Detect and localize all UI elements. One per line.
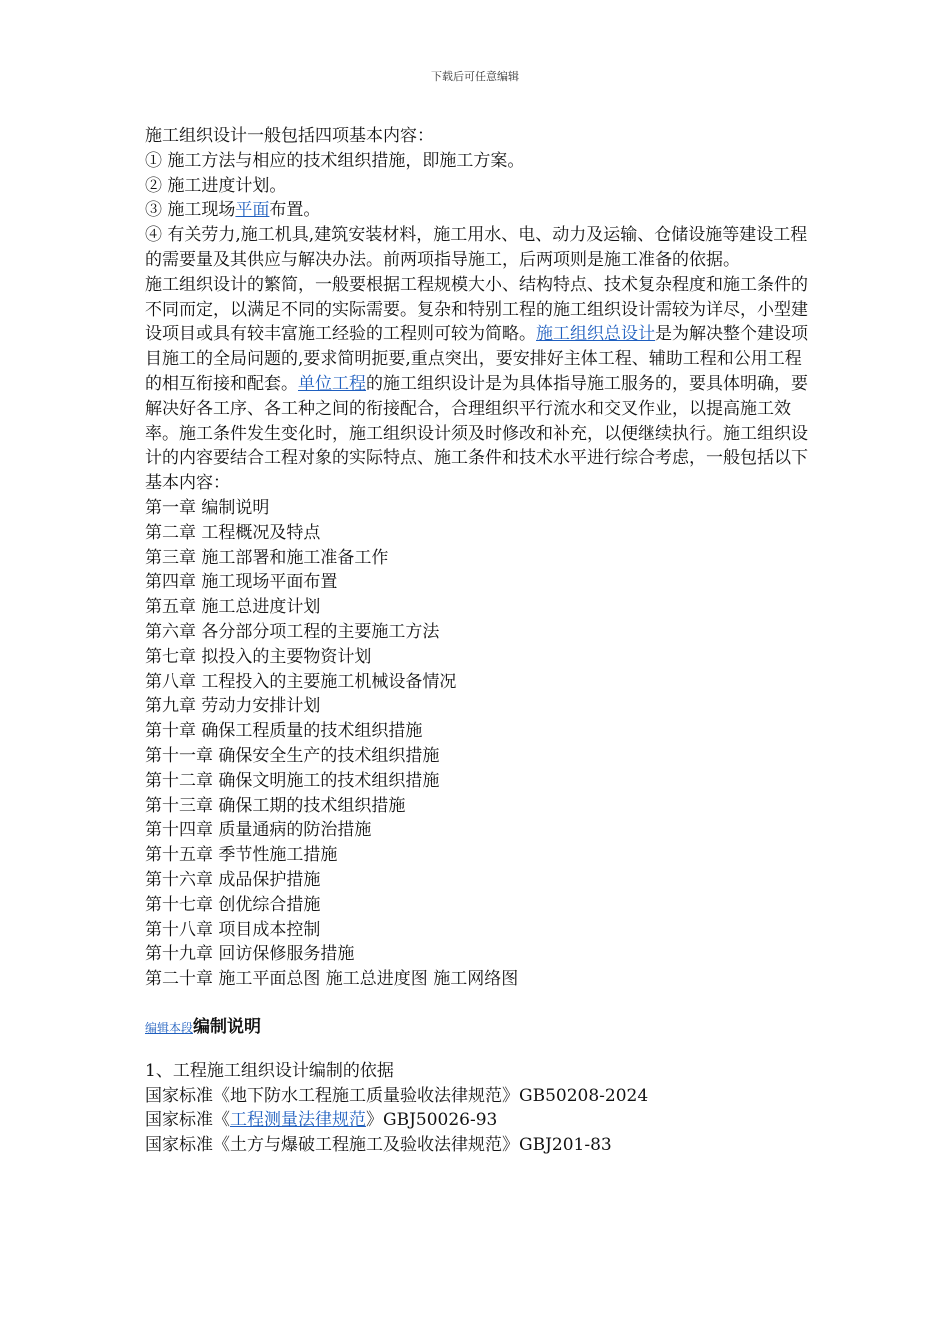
general-design-link[interactable]: 施工组织总设计 <box>536 324 655 345</box>
section-heading <box>145 1014 815 1041</box>
standard-item <box>145 1108 815 1133</box>
unit-project-link[interactable]: 单位工程 <box>298 373 366 394</box>
intro-item-3 <box>145 198 815 223</box>
body-paragraph <box>145 273 815 496</box>
chapter-item: 第七章 拟投入的主要物资计划 <box>145 646 372 667</box>
chapter-item: 第一章 编制说明 <box>145 497 270 518</box>
body-part-3: 的施工组织设计是为具体指导施工服务的，要具体明确，要解决好各工序、各工种之间的衔接配合，合理组织平行流水和交叉作业，以提高施工效率。施工条件发生变化时，施工组织设计须及时修改和补充，以便继续执行。施工组织设计的内容要结合工程对象的实际特点、施工条件和技术水平进行综合考虑，一般包括以下基本内容： <box>145 373 808 494</box>
intro-item-2: ② 施工进度计划。 <box>145 175 287 196</box>
basis-list <box>145 1059 815 1158</box>
basis-heading: 1、工程施工组织设计编制的依据 <box>145 1060 394 1081</box>
survey-standard-link[interactable]: 工程测量法律规范 <box>230 1110 366 1131</box>
chapter-item: 第九章 劳动力安排计划 <box>145 696 321 717</box>
standard-item: 国家标准《地下防水工程施工质量验收法律规范》GB50208-2024 <box>145 1085 649 1106</box>
section-title: 编制说明 <box>193 1016 262 1037</box>
chapter-item: 第十三章 确保工期的技术组织措施 <box>145 795 406 816</box>
chapter-item: 第十四章 质量通病的防治措施 <box>145 820 372 841</box>
chapter-item: 第二章 工程概况及特点 <box>145 522 321 543</box>
intro-item-4: ④ 有关劳力,施工机具,建筑安装材料，施工用水、电、动力及运输、仓储设施等建设工程的需要量及其供应与解决办法。前两项指导施工，后两项则是施工准备的依据。 <box>145 225 808 270</box>
intro-item-3-post: 布置。 <box>269 200 321 221</box>
body-part-2: 是为解决整个建设项目施工的全局问题的,要求简明扼要,重点突出，要安排好主体工程、辅助工程和公用工程的相互衔接和配套。 <box>145 324 808 394</box>
chapter-item: 第十五章 季节性施工措施 <box>145 845 338 866</box>
chapter-item: 第三章 施工部署和施工准备工作 <box>145 547 389 568</box>
chapter-item: 第四章 施工现场平面布置 <box>145 572 338 593</box>
standard-item: 国家标准《土方与爆破工程施工及验收法律规范》GBJ201-83 <box>145 1135 612 1156</box>
chapter-item: 第十七章 创优综合措施 <box>145 894 321 915</box>
chapter-item: 第十八章 项目成本控制 <box>145 919 321 940</box>
chapter-item: 第十六章 成品保护措施 <box>145 869 321 890</box>
chapter-item: 第五章 施工总进度计划 <box>145 597 321 618</box>
chapter-item: 第十二章 确保文明施工的技术组织措施 <box>145 770 440 791</box>
page-header: 下载后可任意编辑 <box>431 70 519 83</box>
chapter-item: 第六章 各分部分项工程的主要施工方法 <box>145 621 440 642</box>
body-part-1: 施工组织设计的繁简，一般要根据工程规模大小、结构特点、技术复杂程度和施工条件的不同而定，以满足不同的实际需要。复杂和特别工程的施工组织设计需较为详尽，小型建设项目或具有较丰富施工经验的工程则可较为简略。 <box>145 274 808 345</box>
standard-post: 》GBJ50026-93 <box>366 1110 498 1131</box>
document-body <box>145 124 815 1158</box>
chapter-item: 第八章 工程投入的主要施工机械设备情况 <box>145 671 457 692</box>
chapter-item: 第二十章 施工平面总图 施工总进度图 施工网络图 <box>145 969 519 990</box>
edit-section-link[interactable]: 编辑本段 <box>145 1020 194 1035</box>
standard-pre: 国家标准《 <box>145 1110 230 1131</box>
chapter-list <box>145 496 815 992</box>
intro-item-3-pre: ③ 施工现场 <box>145 200 236 221</box>
intro-item-1: ① 施工方法与相应的技术组织措施，即施工方案。 <box>145 150 525 171</box>
intro-line: 施工组织设计一般包括四项基本内容： <box>145 126 434 146</box>
chapter-item: 第十一章 确保安全生产的技术组织措施 <box>145 745 440 766</box>
chapter-item: 第十九章 回访保修服务措施 <box>145 944 355 965</box>
chapter-item: 第十章 确保工程质量的技术组织措施 <box>145 721 423 742</box>
plane-link[interactable]: 平面 <box>235 200 270 221</box>
